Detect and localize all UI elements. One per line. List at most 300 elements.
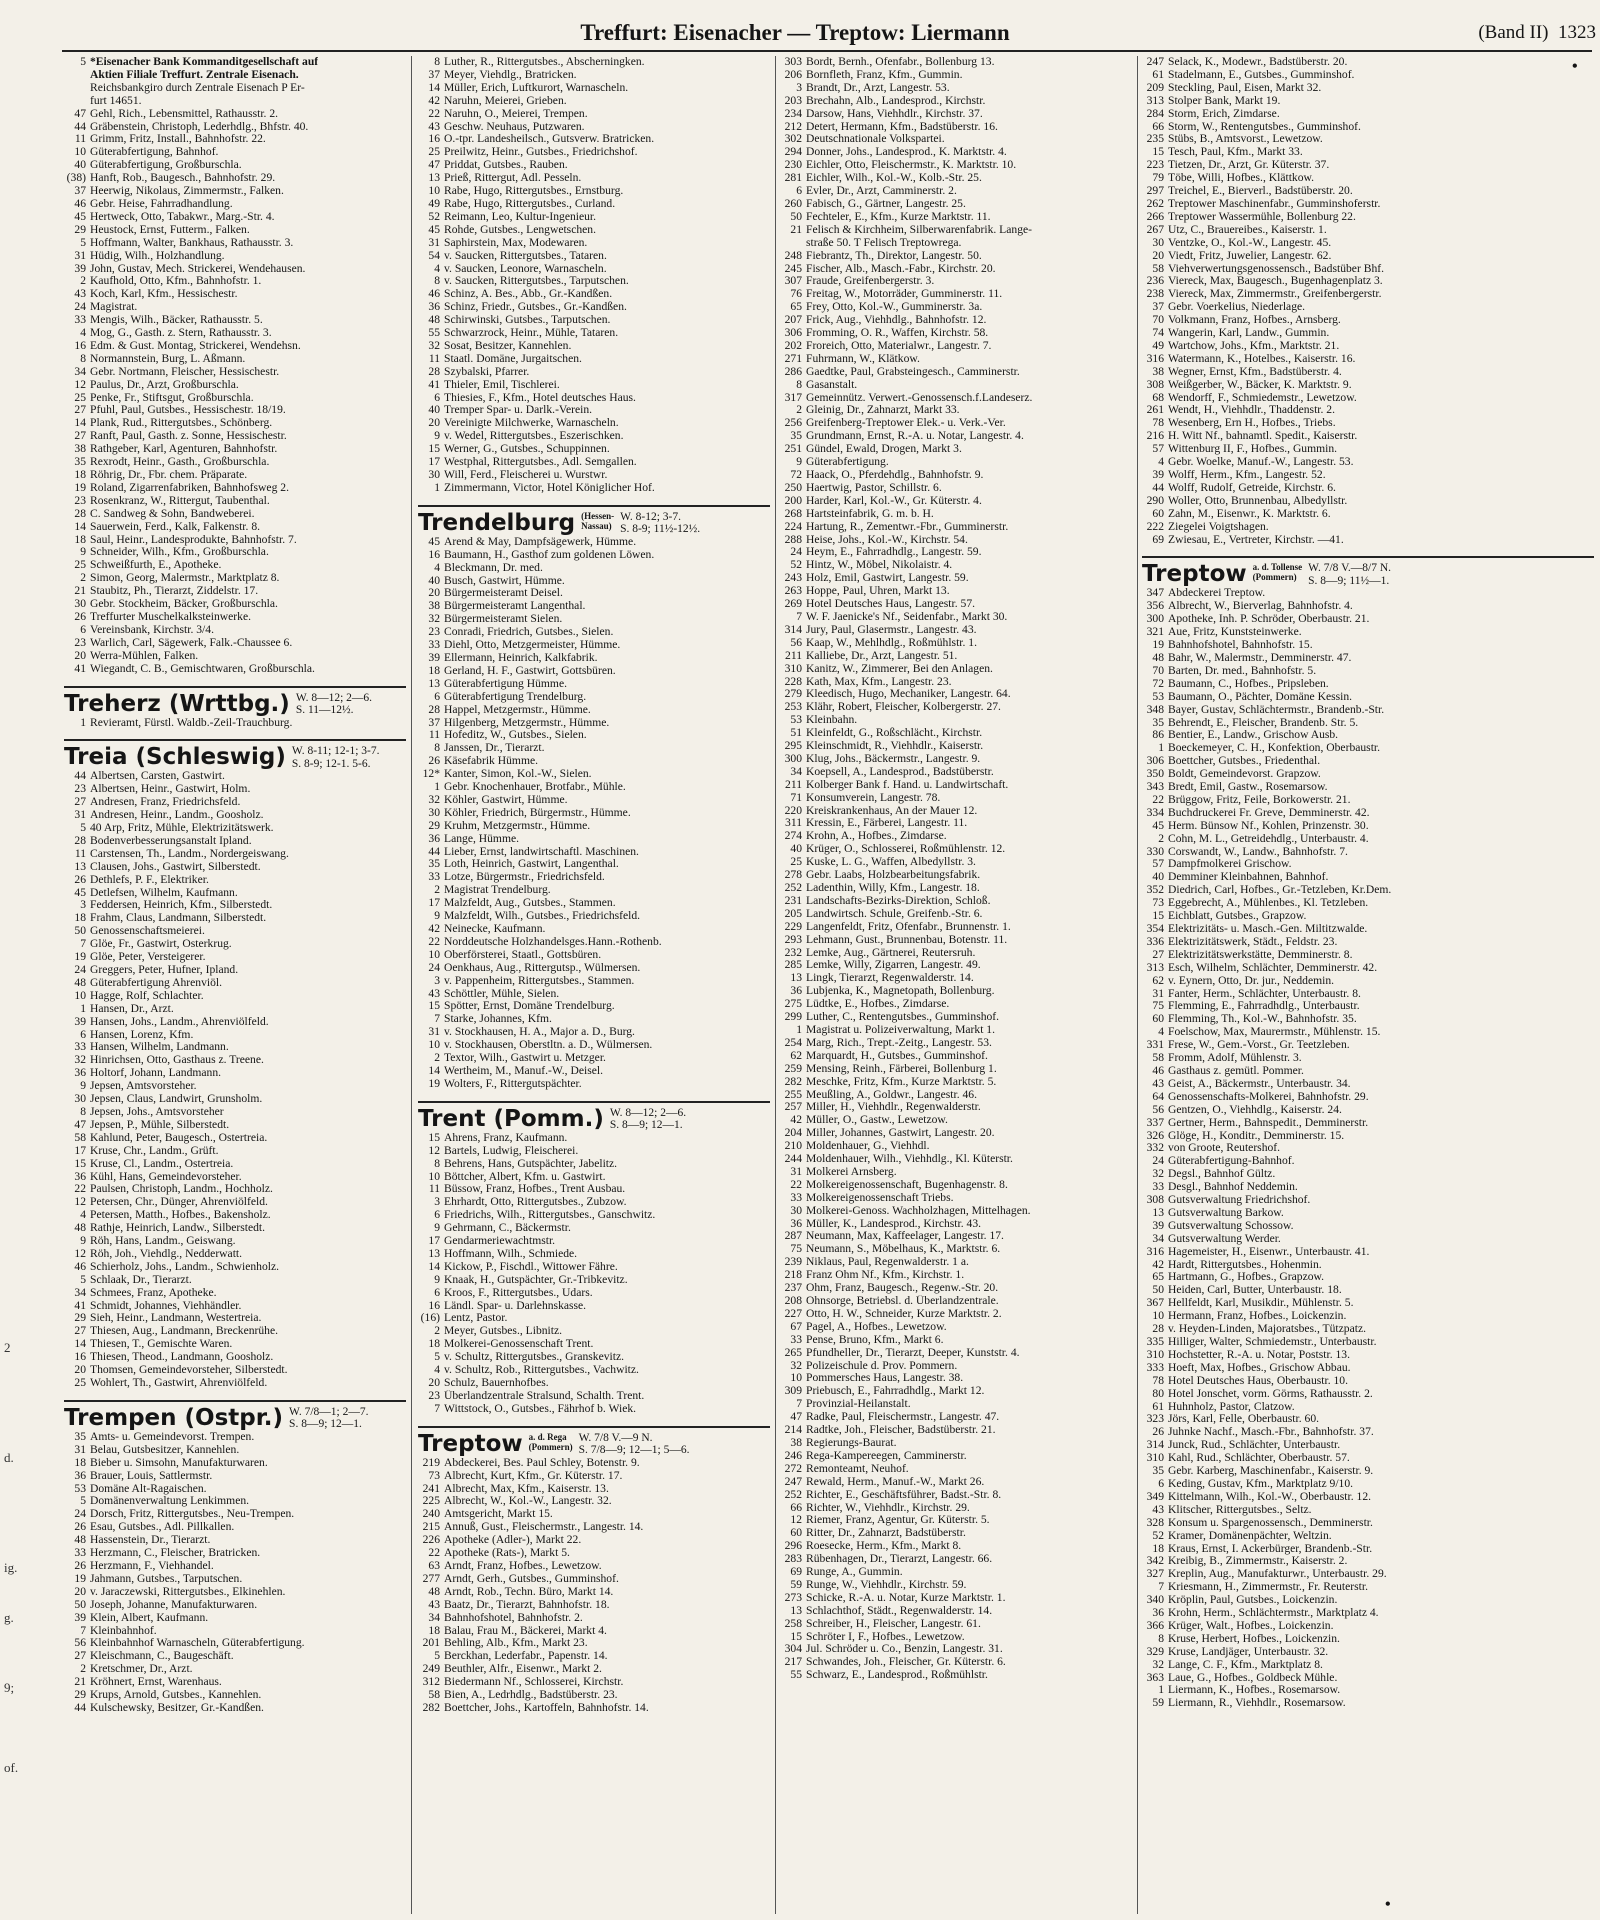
directory-entry	[780, 1076, 1132, 1089]
entry-text: v. Saucken, Leonore, Warnascheln.	[444, 262, 607, 275]
entry-text: Werner, G., Gutsbes., Schuppinnen.	[444, 443, 610, 456]
directory-entry	[418, 1287, 770, 1300]
entry-text: v. Stockhausen, Oberstltn. a. D., Wülmersen.	[444, 1039, 653, 1052]
directory-entry	[1142, 534, 1594, 547]
entry-text: Abdeckerei Treptow.	[1168, 587, 1266, 600]
directory-entry	[418, 652, 770, 665]
entry-text: Brauer, Louis, Sattlermstr.	[90, 1469, 213, 1482]
directory-entry	[64, 69, 406, 82]
entry-text: Albertsen, Carsten, Gastwirt.	[90, 770, 225, 783]
office-hours	[296, 692, 372, 717]
phone-number: 31	[74, 809, 86, 822]
phone-number: 10	[790, 1372, 802, 1385]
directory-entry	[1142, 962, 1594, 975]
directory-entry	[1142, 172, 1594, 185]
directory-entry	[1142, 1504, 1594, 1517]
directory-entry	[780, 559, 1132, 572]
directory-entry	[64, 874, 406, 887]
directory-entry	[780, 275, 1132, 288]
entry-text: Regierungs-Baurat.	[806, 1436, 897, 1449]
entry-text: Werra-Mühlen, Falken.	[90, 649, 199, 662]
entry-text: Carstensen, Th., Landm., Nordergeiswang.	[90, 847, 289, 860]
directory-entry	[418, 1000, 770, 1013]
directory-entry	[1142, 1104, 1594, 1117]
entry-text: Schmees, Franz, Apotheke.	[90, 1286, 217, 1299]
phone-number: 11	[428, 729, 440, 742]
entry-text: Degsl., Bahnhof Gültz.	[1168, 1168, 1276, 1181]
directory-entry	[1142, 288, 1594, 301]
phone-number: 14	[74, 1338, 86, 1351]
phone-number: 293	[784, 933, 802, 946]
phone-number: 28	[74, 507, 86, 520]
directory-entry	[1142, 639, 1594, 652]
phone-number: 16	[428, 133, 440, 146]
entry-text: Krohn, Herm., Schlächtermstr., Marktplatz 4.	[1168, 1607, 1379, 1620]
directory-entry	[1142, 910, 1594, 923]
entry-text: Zahn, M., Eisenwr., K. Marktstr. 6.	[1168, 507, 1331, 520]
entry-text: Pfundheller, Dr., Tierarzt, Deeper, Kunststr. 4.	[806, 1346, 1020, 1359]
phone-number: 33	[428, 639, 440, 652]
entry-text: Kühl, Hans, Gemeindevorsteher.	[90, 1170, 242, 1183]
directory-entry	[418, 430, 770, 443]
entry-text: Rabe, Hugo, Rittergutsbes., Curland.	[444, 197, 616, 210]
directory-entry	[780, 1089, 1132, 1102]
directory-entry	[64, 1132, 406, 1145]
entry-text: Gebr. Laabs, Holzbearbeitungsfabrik.	[806, 869, 981, 882]
phone-number: 35	[1152, 716, 1164, 729]
phone-number: 19	[74, 481, 86, 494]
directory-entry	[1142, 1349, 1594, 1362]
directory-entry	[418, 1483, 770, 1496]
phone-number: 36	[74, 1469, 86, 1482]
entry-text: Niklaus, Paul, Regenwalderstr. 1 a.	[806, 1256, 969, 1269]
directory-entry	[780, 353, 1132, 366]
directory-entry	[64, 585, 406, 598]
phone-number: 4	[1158, 1026, 1164, 1039]
phone-number: 40	[428, 404, 440, 417]
phone-number: 31	[1152, 987, 1164, 1000]
entry-text: Liermann, K., Hofbes., Rosemarsow.	[1168, 1684, 1341, 1697]
entry-text: Treptower Maschinenfabr., Gumminshoferstr.	[1168, 197, 1381, 210]
entry-text: Rübenhagen, Dr., Tierarzt, Langestr. 66.	[806, 1553, 993, 1566]
directory-entry	[780, 69, 1132, 82]
phone-number: 247	[784, 1475, 802, 1488]
directory-entry	[418, 185, 770, 198]
phone-number: 55	[428, 327, 440, 340]
directory-entry	[418, 704, 770, 717]
entry-text: Apotheke, Inh. P. Schröder, Oberbaustr. 21.	[1168, 613, 1370, 626]
phone-number: 332	[1146, 1142, 1164, 1155]
phone-number: 39	[428, 651, 440, 664]
hours-line: S. 8—9; 12—1.	[289, 1418, 362, 1431]
entry-text: Tietzen, Dr., Arzt, Gr. Küterstr. 37.	[1168, 159, 1330, 172]
entry-text: Viedt, Fritz, Juwelier, Langestr. 62.	[1168, 249, 1332, 262]
phone-number: 238	[1146, 288, 1164, 301]
phone-number: 2	[1158, 832, 1164, 845]
phone-number: 22	[428, 1547, 440, 1560]
entry-text: Rega-Kampereegen, Camminerstr.	[806, 1449, 967, 1462]
entry-text: Kruhm, Metzgermstr., Hümme.	[444, 819, 591, 832]
directory-entry	[780, 817, 1132, 830]
directory-entry	[780, 1256, 1132, 1269]
phone-number: 28	[74, 834, 86, 847]
phone-number: 13	[790, 972, 802, 985]
phone-number: 79	[1152, 172, 1164, 185]
entry-text: Rathje, Heinrich, Landw., Silberstedt.	[90, 1222, 266, 1235]
entry-text: Schulz, Bauernhofbes.	[444, 1377, 549, 1389]
phone-number: 26	[74, 610, 86, 623]
entry-text: v. Heyden-Linden, Majoratsbes., Tützpatz.	[1168, 1323, 1366, 1336]
entry-text: Kröplin, Paul, Gutsbes., Loickenzin.	[1168, 1594, 1338, 1607]
directory-entry	[64, 1547, 406, 1560]
phone-number: 10	[1152, 1310, 1164, 1323]
phone-number: 317	[784, 391, 802, 404]
directory-entry	[1142, 1284, 1594, 1297]
phone-number: 2	[80, 1663, 86, 1676]
entry-text: Wesenberg, Ern H., Hofbes., Triebs.	[1168, 417, 1336, 430]
phone-number: 246	[784, 1449, 802, 1462]
entry-text: Zwiesau, E., Vertreter, Kirchstr. —41.	[1168, 533, 1344, 546]
phone-number: 12	[790, 1514, 802, 1527]
directory-entry	[418, 1470, 770, 1483]
phone-number: (16)	[420, 1312, 440, 1325]
phone-number: 42	[1152, 1258, 1164, 1271]
entry-text: Jahmann, Gutsbes., Tarputschen.	[90, 1572, 243, 1585]
directory-entry	[1142, 923, 1594, 936]
phone-number: 40	[790, 843, 802, 856]
entry-text: Röh, Hans, Landm., Geiswang.	[90, 1235, 236, 1248]
phone-number: 282	[784, 1075, 802, 1088]
entry-text: Wiegandt, C. B., Gemischtwaren, Großburschla.	[90, 662, 315, 675]
directory-entry	[418, 1650, 770, 1663]
hours-line: W. 8-11; 12-1; 3-7.	[291, 745, 380, 758]
directory-entry	[1142, 1594, 1594, 1607]
directory-entry	[64, 430, 406, 443]
entry-text: Starke, Johannes, Kfm.	[444, 1013, 552, 1026]
directory-entry	[418, 1158, 770, 1171]
directory-entry	[418, 755, 770, 768]
directory-entry	[1142, 1130, 1594, 1143]
directory-entry	[418, 897, 770, 910]
entry-text: Güterabfertigung, Großburschla.	[90, 159, 242, 172]
entry-text: Wolff, Herm., Kfm., Langestr. 52.	[1168, 469, 1326, 481]
phone-number: 273	[784, 1591, 802, 1604]
phone-number: 18	[74, 533, 86, 546]
entry-text: Müller, K., Landesprod., Kirchstr. 43.	[806, 1217, 982, 1230]
entry-text: Meyer, Gutsbes., Libnitz.	[444, 1325, 563, 1338]
entry-text: Elektrizitätswerkstätte, Demminerstr. 8.	[1168, 948, 1353, 961]
phone-number: 32	[1152, 1658, 1164, 1671]
phone-number: 1	[80, 1002, 86, 1015]
directory-entry	[64, 275, 406, 288]
entry-text: Normannstein, Burg, L. Aßmann.	[90, 352, 246, 365]
directory-entry	[64, 887, 406, 900]
entry-text: Donner, Johs., Landesprod., K. Marktstr. 4.	[806, 146, 1007, 159]
entry-text: Kreplin, Aug., Manufakturwr., Unterbaustr. 29.	[1168, 1568, 1387, 1581]
directory-entry	[780, 663, 1132, 676]
entry-text: Diehl, Otto, Metzgermeister, Hümme.	[444, 639, 621, 652]
phone-number: 20	[74, 1585, 86, 1598]
directory-entry	[780, 1205, 1132, 1218]
directory-entry	[1142, 846, 1594, 859]
phone-number: 204	[784, 1127, 802, 1140]
phone-number: 49	[428, 197, 440, 210]
phone-number: 263	[784, 585, 802, 598]
phone-number: 37	[428, 716, 440, 729]
phone-number: 18	[428, 1338, 440, 1351]
directory-entry	[64, 1534, 406, 1547]
entry-text: v. Saucken, Rittergutsbes., Tataren.	[444, 249, 607, 262]
entry-text: Kraus, Ernst, I. Ackerbürger, Brandenb.-Str.	[1168, 1542, 1373, 1555]
margin-note: g.	[4, 1610, 14, 1625]
entry-text: Bahnhofshotel, Bahnhofstr. 15.	[1168, 639, 1313, 652]
entry-text: Gutsverwaltung Barkow.	[1168, 1206, 1284, 1219]
directory-entry	[64, 1312, 406, 1325]
directory-entry	[64, 263, 406, 276]
phone-number: 44	[74, 770, 86, 783]
directory-entry	[1142, 1413, 1594, 1426]
directory-entry	[780, 1037, 1132, 1050]
directory-entry	[418, 794, 770, 807]
phone-number: 69	[790, 1566, 802, 1579]
directory-entry	[780, 1643, 1132, 1656]
town-heading	[1142, 556, 1594, 587]
entry-text: Bürgermeisteramt Sielen.	[444, 613, 563, 626]
directory-entry	[64, 1573, 406, 1586]
entry-text: Diedrich, Carl, Hofbes., Gr.-Tetzleben, Kr.Dem.	[1168, 884, 1392, 897]
directory-entry	[64, 1676, 406, 1689]
directory-entry	[1142, 1375, 1594, 1388]
phone-number: 275	[784, 998, 802, 1011]
directory-entry	[1142, 521, 1594, 534]
phone-number: 67	[790, 1320, 802, 1333]
directory-entry	[780, 714, 1132, 727]
directory-entry	[780, 417, 1132, 430]
phone-number: 310	[1146, 1348, 1164, 1361]
entry-text: Grundmann, Ernst, R.-A. u. Notar, Langestr. 4.	[806, 430, 1024, 443]
entry-text: Warlich, Carl, Sägewerk, Falk.-Chaussee 6.	[90, 636, 293, 649]
phone-number: 326	[1146, 1129, 1164, 1142]
phone-number: 252	[784, 882, 802, 894]
directory-entry	[1142, 456, 1594, 469]
directory-entry	[418, 108, 770, 121]
directory-entry	[418, 288, 770, 301]
phone-number: 25	[74, 391, 86, 404]
entry-text: Eggebrecht, A., Mühlenbes., Kl. Tetzleben.	[1168, 897, 1369, 910]
entry-text: Gündel, Ewald, Drogen, Markt 3.	[806, 443, 962, 456]
directory-entry	[64, 1702, 406, 1715]
entry-text: Juhnke Nachf., Masch.-Fbr., Bahnhofstr. 37.	[1168, 1426, 1374, 1439]
entry-text: Hansen, Dr., Arzt.	[90, 1002, 174, 1015]
directory-entry	[1142, 897, 1594, 910]
directory-entry	[418, 858, 770, 871]
entry-text: Jepsen, Johs., Amtsvorsteher	[90, 1105, 224, 1118]
phone-number: 65	[790, 301, 802, 314]
phone-number: 219	[422, 1456, 440, 1469]
phone-number: 286	[784, 365, 802, 378]
phone-number: 44	[74, 120, 86, 133]
directory-entry	[780, 688, 1132, 701]
directory-entry	[1142, 742, 1594, 755]
phone-number: 36	[74, 1067, 86, 1080]
entry-text: Langenfeldt, Fritz, Ofenfabr., Brunnenstr. 1.	[806, 920, 1011, 933]
phone-number: 349	[1146, 1490, 1164, 1503]
directory-entry	[64, 1586, 406, 1599]
phone-number: 14	[74, 520, 86, 533]
phone-number: 307	[784, 275, 802, 288]
directory-entry	[1142, 1388, 1594, 1401]
phone-number: 10	[428, 185, 440, 198]
entry-text: v. Stockhausen, H. A., Major a. D., Burg.	[444, 1026, 635, 1039]
directory-entry	[64, 1689, 406, 1702]
directory-entry	[780, 882, 1132, 895]
directory-entry	[780, 1179, 1132, 1192]
phone-number: 309	[784, 1385, 802, 1398]
entry-text: Demminer Kleinbahnen, Bahnhof.	[1168, 871, 1329, 884]
phone-number: 31	[790, 1165, 802, 1178]
directory-entry	[64, 1508, 406, 1521]
phone-number: 329	[1146, 1645, 1164, 1658]
phone-number: 2	[80, 275, 86, 288]
directory-entry	[64, 1663, 406, 1676]
entry-text: Käsefabrik Hümme.	[444, 755, 539, 768]
phone-number: 203	[784, 94, 802, 107]
directory-entry	[780, 1631, 1132, 1644]
phone-number: 1	[1158, 1684, 1164, 1697]
entry-text: Storm, Erich, Zimdarse.	[1168, 107, 1280, 120]
directory-entry	[64, 861, 406, 874]
phone-number: 39	[74, 1015, 86, 1028]
entry-text: Apotheke (Adler-), Markt 22.	[444, 1534, 582, 1547]
directory-entry	[780, 998, 1132, 1011]
phone-number: 33	[790, 1333, 802, 1346]
phone-number: 248	[784, 249, 802, 262]
directory-entry	[418, 1312, 770, 1325]
directory-entry	[1142, 237, 1594, 250]
directory-entry	[780, 753, 1132, 766]
phone-number: 6	[80, 623, 86, 636]
directory-entry	[64, 95, 406, 108]
phone-number: 6	[1158, 1477, 1164, 1490]
entry-text: Fraude, Greifenbergerstr. 3.	[806, 275, 935, 288]
entry-text: Genossenschafts-Molkerei, Bahnhofstr. 29.	[1168, 1090, 1369, 1103]
phone-number: 1	[796, 1023, 802, 1036]
directory-entry	[780, 185, 1132, 198]
directory-entry	[1142, 1155, 1594, 1168]
entry-text: Thiesen, T., Gemischte Waren.	[90, 1338, 233, 1351]
entry-text: Sieh, Heinr., Landmann, Westertreia.	[90, 1312, 262, 1325]
directory-entry	[780, 972, 1132, 985]
phone-number: 244	[784, 1153, 802, 1166]
directory-entry	[418, 1145, 770, 1158]
entry-text: Hotel Deutsches Haus, Langestr. 57.	[806, 598, 976, 611]
entry-text: Klein, Albert, Kaufmann.	[90, 1611, 209, 1624]
entry-text: Jepsen, Amtsvorsteher.	[90, 1080, 197, 1093]
directory-entry	[1142, 211, 1594, 224]
town-heading	[64, 739, 406, 770]
directory-entry	[780, 1050, 1132, 1063]
directory-entry	[64, 211, 406, 224]
phone-number: 50	[1152, 1284, 1164, 1297]
phone-number: 30	[790, 1204, 802, 1217]
directory-entry	[418, 910, 770, 923]
directory-entry	[418, 949, 770, 962]
directory-entry	[418, 56, 770, 69]
directory-entry	[418, 846, 770, 859]
entry-text: Magistrat Trendelburg.	[444, 884, 551, 897]
directory-entry	[780, 843, 1132, 856]
entry-text: Runge, A., Gummin.	[806, 1566, 903, 1579]
phone-number: 36	[428, 832, 440, 845]
entry-text: 40 Arp, Fritz, Mühle, Elektrizitätswerk.	[90, 822, 274, 835]
entry-text: Köhler, Friedrich, Bürgermstr., Hümme.	[444, 806, 631, 819]
entry-text: Gerland, H. F., Gastwirt, Gottsbüren.	[444, 664, 616, 677]
phone-number: 48	[428, 314, 440, 327]
entry-text: Krüger, O., Schlosserei, Roßmühlenstr. 12.	[806, 843, 1006, 856]
phone-number: 13	[74, 860, 86, 873]
directory-entry	[418, 211, 770, 224]
phone-number: 294	[784, 146, 802, 159]
phone-number: 32	[1152, 1168, 1164, 1181]
hours-line: S. 8—9; 11½—1.	[1308, 574, 1390, 587]
phone-number: 336	[1146, 935, 1164, 948]
directory-entry	[780, 404, 1132, 417]
entry-text: Reichsbankgiro durch Zentrale Eisenach P Er-	[90, 81, 305, 94]
entry-text: Jury, Paul, Glasermstr., Langestr. 43.	[806, 623, 977, 636]
directory-entry	[64, 1287, 406, 1300]
directory-entry	[1142, 717, 1594, 730]
phone-number: 44	[1152, 481, 1164, 494]
phone-number: 41	[74, 662, 86, 675]
directory-entry	[418, 224, 770, 237]
entry-text: Froreich, Otto, Materialwr., Langestr. 7.	[806, 339, 992, 352]
directory-entry	[64, 121, 406, 134]
entry-text: Remonteamt, Neuhof.	[806, 1462, 909, 1475]
phone-number: 281	[784, 172, 802, 185]
phone-number: 26	[74, 1559, 86, 1572]
phone-number: 235	[1146, 133, 1164, 146]
entry-text: Thomsen, Gemeindevorsteher, Silberstedt.	[90, 1364, 288, 1377]
entry-text: Bürgermeisteramt Langenthal.	[444, 600, 586, 613]
phone-number: 18	[74, 469, 86, 481]
phone-number: 7	[796, 610, 802, 623]
directory-entry	[780, 121, 1132, 134]
entry-text: C. Sandweg & Sohn, Bandweberei.	[90, 507, 255, 520]
phone-number: 17	[428, 1235, 440, 1248]
phone-number: 47	[74, 1118, 86, 1131]
phone-number: 8	[796, 378, 802, 391]
directory-entry	[1142, 1633, 1594, 1646]
phone-number: 37	[1152, 301, 1164, 314]
directory-entry	[780, 637, 1132, 650]
phone-number: 45	[428, 535, 440, 548]
phone-number: 33	[74, 1041, 86, 1054]
entry-text: Schröter I, F., Hofbes., Lewetzow.	[806, 1630, 965, 1643]
entry-text: Vereinsbank, Kirchstr. 3/4.	[90, 623, 214, 636]
phone-number: 64	[1152, 1090, 1164, 1103]
directory-entry	[1142, 1555, 1594, 1568]
column-divider	[411, 56, 412, 1914]
entry-text: Roland, Zigarrenfabriken, Bahnhofsweg 2.	[90, 481, 289, 494]
entry-text: Kanter, Simon, Kol.-W., Sielen.	[444, 768, 592, 781]
phone-number: 17	[428, 456, 440, 469]
directory-entry	[64, 469, 406, 482]
entry-text: Geist, A., Bäckermstr., Unterbaustr. 34.	[1168, 1077, 1351, 1090]
office-hours	[1308, 562, 1391, 587]
phone-number: 56	[1152, 1103, 1164, 1116]
entry-text: Glöe, Fr., Gastwirt, Osterkrug.	[90, 938, 232, 951]
entry-text: Ländl. Spar- u. Darlehnskasse.	[444, 1299, 587, 1312]
